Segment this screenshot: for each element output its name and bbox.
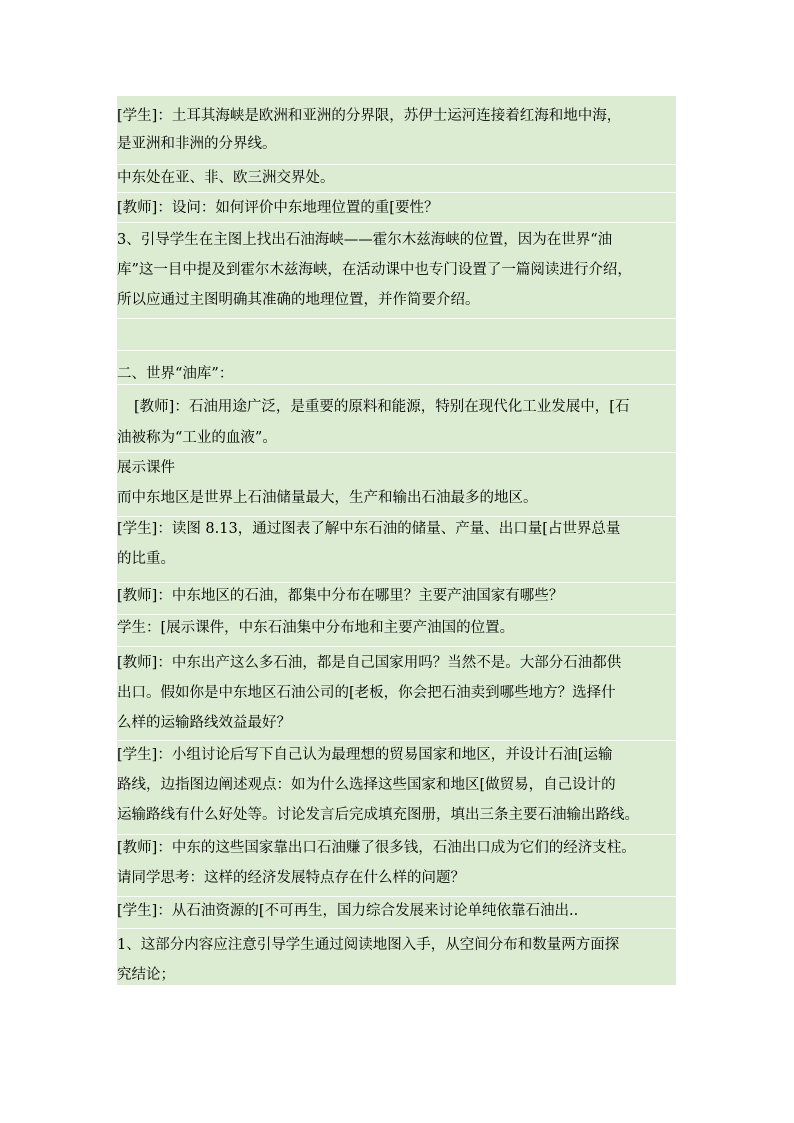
row-divider [117, 896, 676, 897]
row-divider [117, 834, 676, 835]
paragraph-line: [学生]：读图 8.13，通过图表了解中东石油的储量、产量、出口量[占世界总量 [117, 521, 621, 537]
paragraph-line: 中东处在亚、非、欧三洲交界处。 [117, 170, 335, 186]
paragraph-line: 油被称为“工业的血液”。 [117, 430, 277, 446]
paragraph-line: [教师]：中东的这些国家靠出口石油赚了很多钱，石油出口成为它们的经济支柱。 [117, 840, 636, 856]
paragraph-line: [教师]：石油用途广泛，是重要的原料和能源，特别在现代化工业发展中，[石 [134, 399, 630, 415]
paragraph-line: 究结论； [117, 967, 175, 983]
paragraph-line: 是亚洲和非洲的分界线。 [117, 136, 277, 152]
paragraph-line: 的比重。 [117, 551, 175, 567]
row-divider [117, 384, 676, 385]
paragraph-line: [教师]：中东出产这么多石油，都是自己国家用吗？当然不是。大部分石油都供 [117, 655, 622, 671]
row-divider [117, 516, 676, 517]
paragraph-line: [学生]：小组讨论后写下自己认为最理想的贸易国家和地区，并设计石油[运输 [117, 747, 613, 763]
row-divider [117, 614, 676, 615]
row-divider [117, 928, 676, 929]
paragraph-line: 么样的运输路线效益最好？ [117, 715, 291, 731]
section-heading: 二、世界“油库”： [117, 366, 234, 382]
paragraph-line: 路线，边指图边阐述观点：如为什么选择这些国家和地区[做贸易，自己设计的 [117, 777, 616, 793]
paragraph-line: 学生：[展示课件，中东石油集中分布地和主要产油国的位置。 [117, 620, 515, 636]
paragraph-line: [学生]：土耳其海峡是欧洲和亚洲的分界限，苏伊士运河连接着红海和地中海， [117, 108, 622, 124]
paragraph-line: [学生]：从石油资源的[不可再生，国力综合发展来讨论单纯依靠石油出.. [117, 903, 579, 919]
row-divider [117, 582, 676, 583]
row-divider [117, 164, 676, 165]
paragraph-line: 所以应通过主图明确其准确的地理位置，并作简要介绍。 [117, 292, 480, 308]
paragraph-line: [教师]：中东地区的石油，都集中分布在哪里？主要产油国家有哪些？ [117, 588, 564, 604]
row-divider [117, 452, 676, 453]
paragraph-line: 展示课件 [117, 460, 175, 476]
paragraph-line: 库”这一目中提及到霍尔木兹海峡，在活动课中也专门设置了一篇阅读进行介绍， [117, 262, 632, 278]
row-divider [117, 646, 676, 647]
paragraph-line: 运输路线有什么好处等。讨论发言后完成填充图册，填出三条主要石油输出路线。 [117, 807, 639, 823]
row-divider [117, 740, 676, 741]
row-divider [117, 318, 676, 319]
row-divider [117, 350, 676, 351]
paragraph-line: 出口。假如你是中东地区石油公司的[老板，你会把石油卖到哪些地方？选择什 [117, 685, 616, 701]
paragraph-line: 而中东地区是世界上石油储量最大，生产和输出石油最多的地区。 [117, 490, 538, 506]
row-divider [117, 222, 676, 223]
paragraph-line: 3、引导学生在主图上找出石油海峡——霍尔木兹海峡的位置，因为在世界“油 [117, 232, 613, 248]
paragraph-line: 请同学思考：这样的经济发展特点存在什么样的问题？ [117, 870, 465, 886]
paragraph-line: 1、这部分内容应注意引导学生通过阅读地图入手，从空间分布和数量两方面探 [117, 937, 620, 953]
paragraph-line: [教师]：设问：如何评价中东地理位置的重[要性？ [117, 200, 439, 216]
row-divider [117, 192, 676, 193]
